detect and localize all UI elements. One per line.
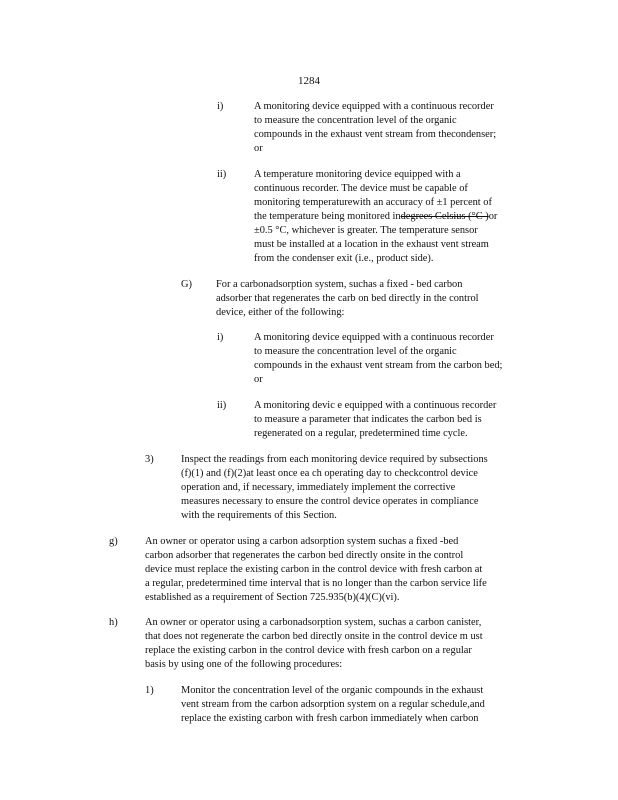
- text-line: basis by using one of the following procedures:: [145, 659, 343, 670]
- text-line: or: [254, 143, 263, 154]
- text-line: to measure the concentration level of the organic: [254, 346, 457, 357]
- text-line: An owner or operator using a carbonadsorption system, suchas a carbon canister,: [145, 617, 482, 628]
- text-line: must be installed at a location in the exhaust vent stream: [254, 239, 489, 250]
- text-line: operation and, if necessary, immediately implement the corrective: [181, 482, 456, 493]
- item-text: [181, 453, 521, 523]
- text-line: continuous recorder. The device must be capable of: [254, 183, 468, 194]
- text-line: regenerated on a regular, predetermined time cycle.: [254, 428, 468, 439]
- text-line: A monitoring devic e equipped with a continuous recorder: [254, 400, 497, 411]
- item-label: G): [181, 279, 192, 290]
- text-line: compounds in the exhaust vent stream from thecondenser;: [254, 129, 497, 140]
- text-line: to measure the concentration level of the organic: [254, 115, 457, 126]
- page-number: 1284: [298, 75, 320, 87]
- item-text: [145, 535, 540, 605]
- text-line: or: [254, 374, 263, 385]
- text-line: device must replace the existing carbon in the control device with fresh carbon at: [145, 564, 483, 575]
- item-label: g): [109, 536, 118, 547]
- text-line: to measure a parameter that indicates the carbon bed is: [254, 414, 482, 425]
- text-line: carbon adsorber that regenerates the carbon bed directly onsite in the control: [145, 550, 464, 561]
- item-label: 1): [145, 685, 154, 696]
- item-label: h): [109, 617, 118, 628]
- text-line: For a carbonadsorption system, suchas a fixed - bed carbon: [216, 279, 463, 290]
- item-label: 3): [145, 454, 154, 465]
- text-line: An owner or operator using a carbon adsorption system suchas a fixed -bed: [145, 536, 459, 547]
- item-label: i): [217, 332, 224, 343]
- text-fragment: or: [488, 211, 498, 222]
- text-line: A monitoring device equipped with a continuous recorder: [254, 101, 494, 112]
- text-line: vent stream from the carbon adsorption system on a regular schedule,and: [181, 699, 485, 710]
- text-fragment: the temperature being monitored in: [254, 211, 401, 222]
- text-line: measures necessary to ensure the control device operates in compliance: [181, 496, 479, 507]
- item-text: [181, 684, 526, 726]
- text-line: device, either of the following:: [216, 307, 345, 318]
- text-line: monitoring temperaturewith an accuracy of ±1 percent of: [254, 197, 492, 208]
- text-line: [254, 210, 524, 224]
- item-label: ii): [217, 400, 227, 411]
- text-line: ±0.5 °C, whichever is greater. The temperature sensor: [254, 225, 478, 236]
- item-text: [254, 100, 524, 156]
- text-line: Monitor the concentration level of the organic compounds in the exhaust: [181, 685, 484, 696]
- text-line: (f)(1) and (f)(2)at least once ea ch operating day to checkcontrol device: [181, 468, 478, 479]
- item-text: [254, 168, 524, 266]
- item-label: ii): [217, 169, 227, 180]
- item-text: [145, 616, 535, 672]
- text-line: adsorber that regenerates the carb on bed directly in the control: [216, 293, 479, 304]
- text-line: established as a requirement of Section 725.935(b)(4)(C)(vi).: [145, 592, 400, 603]
- text-line: that does not regenerate the carbon bed directly onsite in the control device m ust: [145, 631, 483, 642]
- item-label: i): [217, 101, 224, 112]
- text-line: A monitoring device equipped with a continuous recorder: [254, 332, 494, 343]
- text-line: A temperature monitoring device equipped with a: [254, 169, 461, 180]
- struck-text: degrees Celsius (°C ): [400, 211, 489, 222]
- text-line: a regular, predetermined time interval that is no longer than the carbon service life: [145, 578, 487, 589]
- text-line: compounds in the exhaust vent stream from the carbon bed;: [254, 360, 503, 371]
- text-line: from the condenser exit (i.e., product side).: [254, 253, 434, 264]
- item-text: [216, 278, 516, 320]
- item-text: [254, 331, 539, 387]
- text-line: replace the existing carbon with fresh carbon immediately when carbon: [181, 713, 479, 724]
- item-text: [254, 399, 524, 441]
- text-line: replace the existing carbon in the control device with fresh carbon on a regular: [145, 645, 472, 656]
- text-line: Inspect the readings from each monitoring device required by subsections: [181, 454, 488, 465]
- text-line: with the requirements of this Section.: [181, 510, 337, 521]
